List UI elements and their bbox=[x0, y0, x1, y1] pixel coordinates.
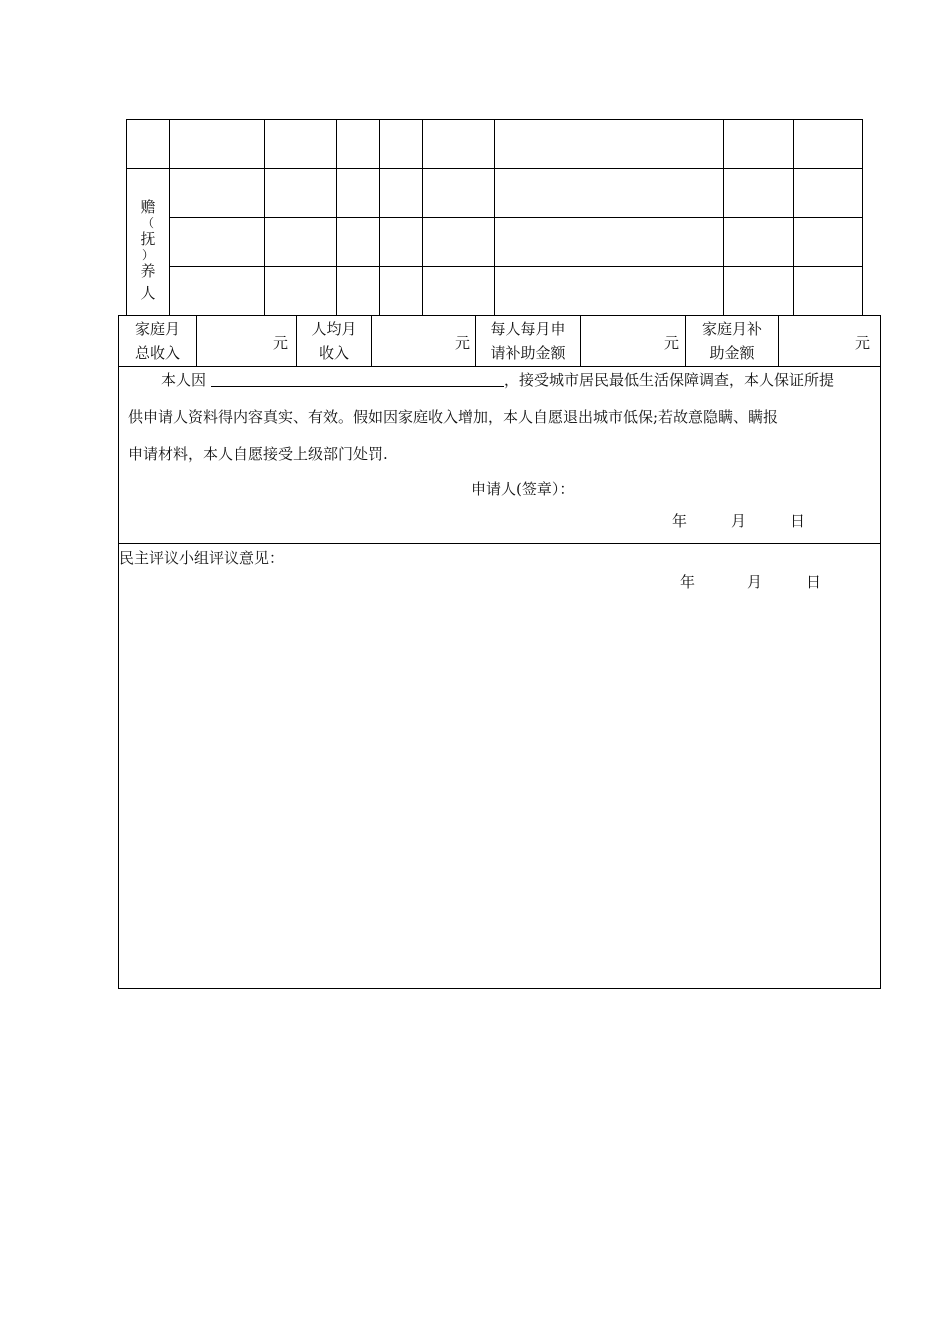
table-col-divider bbox=[379, 119, 380, 315]
declaration-line1-suffix: ，接受城市居民最低生活保障调查，本人保证所提 bbox=[504, 371, 835, 389]
per-person-subsidy-label bbox=[476, 317, 580, 365]
income-col-divider bbox=[371, 315, 372, 366]
side-label-char: 养 bbox=[140, 262, 156, 280]
applicant-signature-label: 申请人(签章）： bbox=[471, 480, 575, 498]
dependents-side-label bbox=[138, 196, 158, 304]
table-col-divider bbox=[169, 119, 170, 315]
review-opinion-label: 民主评议小组评议意见： bbox=[119, 549, 285, 567]
side-label-char: 人 bbox=[140, 284, 156, 302]
declaration-line2: 供申请人资料得内容真实、有效。假如因家庭收入增加，本人自愿退出城市低保;若故意隐瞒、瞒报 bbox=[128, 408, 779, 426]
income-col-divider bbox=[580, 315, 581, 366]
review-date-day: 日 bbox=[806, 573, 822, 591]
form-border-left bbox=[118, 315, 119, 989]
table-col-divider bbox=[264, 119, 265, 315]
per-capita-income-label bbox=[297, 317, 371, 365]
table-border-right bbox=[862, 119, 863, 315]
label-line: 家庭月补 bbox=[701, 320, 762, 338]
table-col-divider bbox=[723, 119, 724, 315]
table-col-divider bbox=[422, 119, 423, 315]
declaration-line3: 申请材料，本人自愿接受上级部门处罚. bbox=[128, 445, 388, 463]
label-line: 收入 bbox=[318, 344, 349, 362]
side-label-char: 抚 bbox=[140, 230, 156, 248]
label-line: 人均月 bbox=[311, 320, 357, 338]
label-line: 家庭月 bbox=[134, 320, 180, 338]
reason-blank-line[interactable] bbox=[211, 386, 504, 387]
form-border-bottom bbox=[118, 988, 881, 989]
family-subsidy-unit: 元 bbox=[855, 334, 871, 352]
income-row-bottom bbox=[118, 366, 881, 367]
family-monthly-income-unit: 元 bbox=[273, 334, 289, 352]
table-col-divider bbox=[494, 119, 495, 315]
declaration-date-day: 日 bbox=[790, 512, 806, 530]
income-col-divider bbox=[196, 315, 197, 366]
review-date-month: 月 bbox=[747, 573, 763, 591]
side-label-char: （ bbox=[141, 216, 154, 230]
side-label-char: ） bbox=[141, 248, 154, 262]
label-line: 请补助金额 bbox=[490, 344, 566, 362]
review-date-year: 年 bbox=[680, 573, 696, 591]
table-row-divider bbox=[169, 266, 863, 267]
label-line: 总收入 bbox=[134, 344, 180, 362]
declaration-date-month: 月 bbox=[731, 512, 747, 530]
label-line: 每人每月申 bbox=[490, 320, 566, 338]
declaration-row-bottom bbox=[118, 543, 881, 544]
family-subsidy-label bbox=[686, 317, 778, 365]
side-label-char: 赡 bbox=[140, 198, 156, 216]
label-line: 助金额 bbox=[709, 344, 755, 362]
table-border-left bbox=[126, 119, 127, 315]
per-capita-income-unit: 元 bbox=[455, 334, 471, 352]
income-col-divider bbox=[778, 315, 779, 366]
form-border-top bbox=[118, 315, 881, 316]
per-person-subsidy-unit: 元 bbox=[664, 334, 680, 352]
declaration-date-year: 年 bbox=[672, 512, 688, 530]
table-col-divider bbox=[793, 119, 794, 315]
form-border-right bbox=[880, 315, 881, 989]
table-col-divider bbox=[336, 119, 337, 315]
declaration-line1-prefix: 本人因 bbox=[161, 371, 207, 389]
family-monthly-income-label bbox=[119, 317, 196, 365]
table-row-divider bbox=[169, 217, 863, 218]
